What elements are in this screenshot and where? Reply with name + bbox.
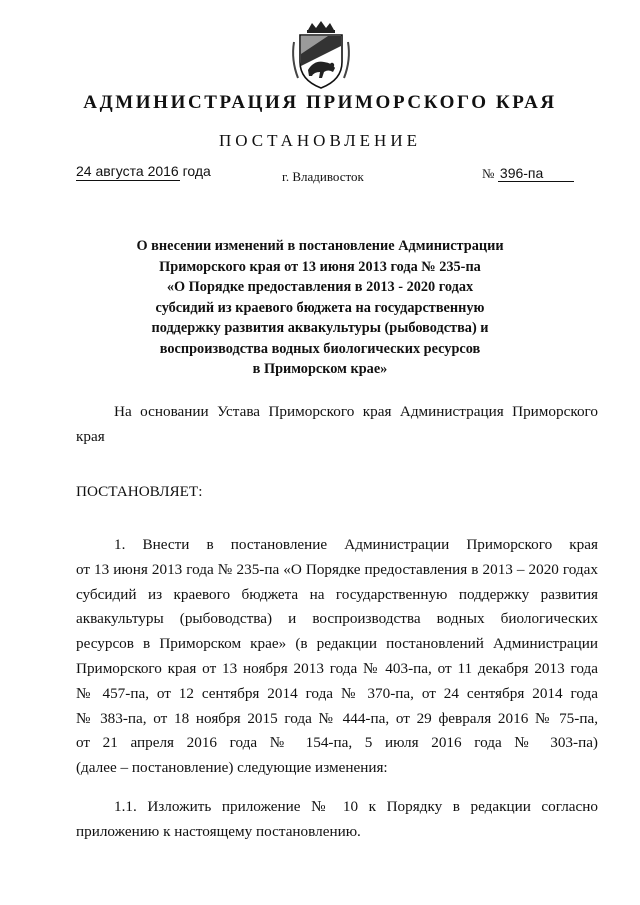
subject-line: воспроизводства водных биологических ресурсов	[159, 340, 481, 357]
coat-of-arms-icon	[288, 20, 354, 92]
subject-line: О внесении изменений в постановление Администрации	[136, 238, 504, 254]
paragraph-line: аквакультуры (рыбоводства) и воспроизводства водных биологических	[76, 610, 598, 628]
subject-line: в Приморском крае»	[252, 361, 388, 377]
number-sign: №	[482, 166, 495, 181]
paragraph-line: края	[76, 427, 105, 445]
paragraph-line: приложению к настоящему постановлению.	[76, 822, 361, 840]
paragraph-line: Приморского края от 13 ноября 2013 года № 403-па, от 11 декабря 2013 года	[76, 659, 598, 677]
subject-line: субсидий из краевого бюджета на государственную	[155, 299, 485, 316]
document-number	[482, 165, 574, 183]
paragraph-line: 1. Внести в постановление Администрации Приморского края	[114, 536, 598, 553]
subject-line: «О Порядке предоставления в 2013 - 2020 годах	[166, 279, 474, 295]
paragraph-line: На основании Устава Приморского края Администрация Приморского	[114, 403, 598, 420]
document-date: 24 августа 2016 года	[76, 163, 211, 179]
paragraph-line: ресурсов в Приморском крае» (в редакции постановлений Администрации	[76, 635, 598, 653]
document-type: ПОСТАНОВЛЕНИЕ	[218, 131, 421, 150]
paragraph-line: от 13 июня 2013 года № 235-па «О Порядке предоставления в 2013 – 2020 годах	[76, 560, 598, 578]
subject-line: поддержку развития аквакультуры (рыбоводства) и	[151, 320, 489, 336]
resolve-heading: ПОСТАНОВЛЯЕТ:	[76, 483, 203, 500]
subject-line: Приморского края от 13 июня 2013 года № 235-па	[159, 258, 481, 275]
paragraph-line: субсидий из краевого бюджета на государственную поддержку развития	[76, 585, 598, 603]
paragraph-line: № 457-па, от 12 сентября 2014 года № 370-па, от 24 сентября 2014 года	[76, 684, 598, 702]
basis-paragraph	[76, 400, 598, 450]
item-1-1-paragraph	[76, 795, 598, 845]
paragraph-line: (далее – постановление) следующие изменения:	[76, 759, 388, 777]
paragraph-line: № 383-па, от 18 ноября 2015 года № 444-па, от 29 февраля 2016 № 75-па,	[76, 709, 598, 727]
document-subject	[100, 236, 540, 380]
number-value: 396-па	[498, 165, 574, 182]
item-1-paragraph	[76, 533, 598, 781]
organization-title: АДМИНИСТРАЦИЯ ПРИМОРСКОГО КРАЯ	[83, 92, 557, 113]
paragraph-line: от 21 апреля 2016 года № 154-па, 5 июля 2016 года № 303-па)	[76, 734, 598, 752]
document-city: г. Владивосток	[282, 169, 364, 184]
paragraph-line: 1.1. Изложить приложение № 10 к Порядку в редакции согласно	[114, 798, 598, 815]
